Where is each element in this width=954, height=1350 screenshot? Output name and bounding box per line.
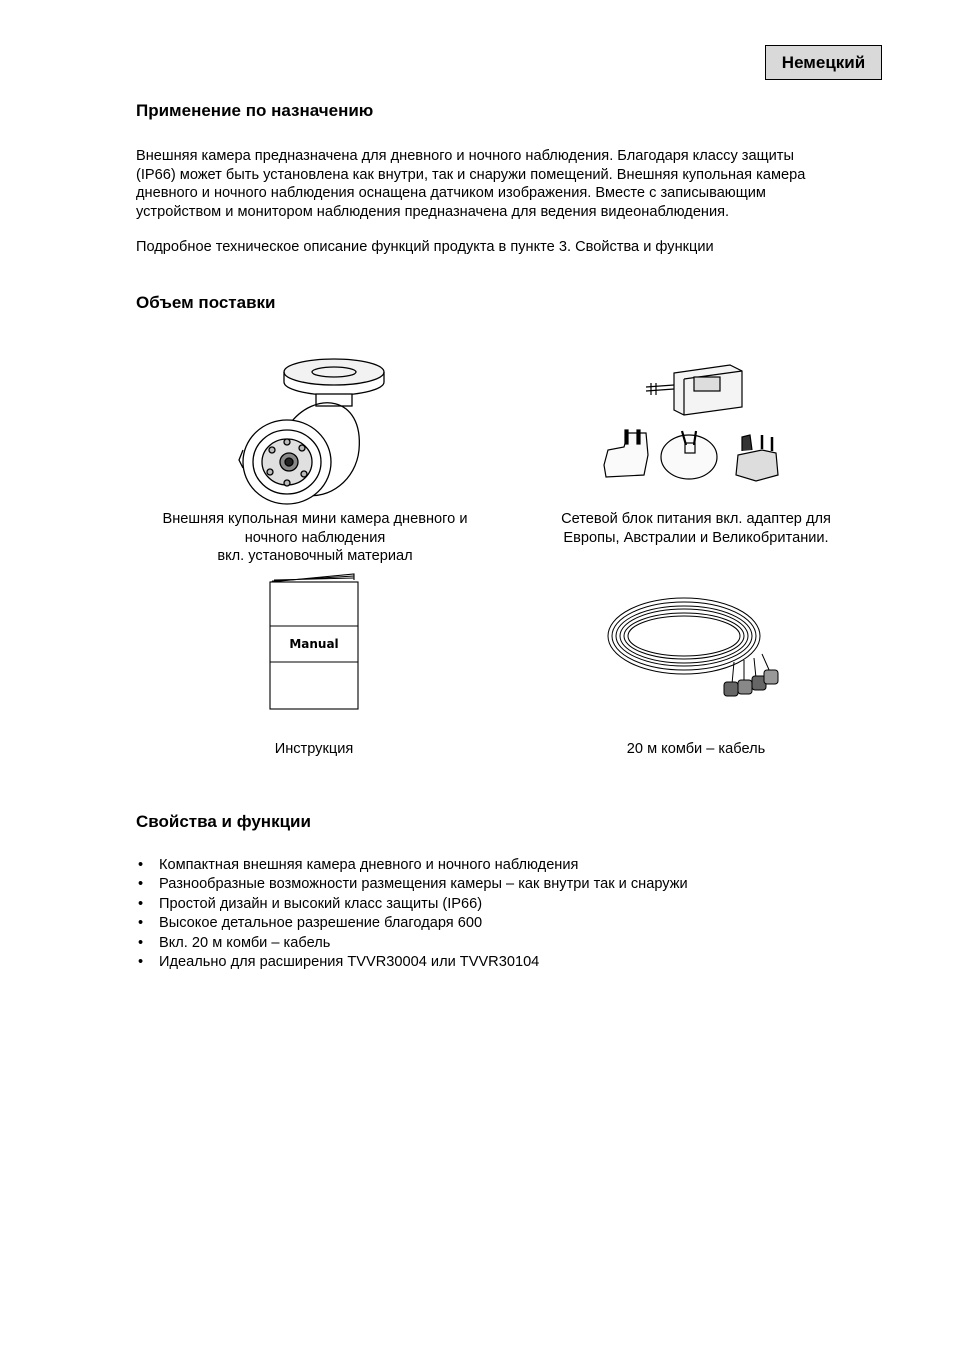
list-item: • Высокое детальное разрешение благодаря 600 xyxy=(136,914,688,933)
features-list xyxy=(136,856,688,972)
caption-line: Европы, Австралии и Великобритании. xyxy=(563,529,829,546)
intended-use-heading: Применение по назначению xyxy=(136,101,374,120)
intended-use-paragraph xyxy=(136,147,876,221)
scope-heading: Объем поставки xyxy=(136,293,276,312)
caption-line: 20 м комби – кабель xyxy=(626,741,766,757)
cable-caption xyxy=(590,740,802,759)
paragraph-line: (IP66) может быть установлена как внутри, так и снаружи помещений. Внешняя купольная камера xyxy=(136,166,806,183)
list-item: • Простой дизайн и высокий класс защиты (IP66) xyxy=(136,895,688,914)
power-supply-illustration xyxy=(596,355,806,490)
list-item: • Вкл. 20 м комби – кабель xyxy=(136,934,688,953)
details-reference: Подробное техническое описание функций продукта в пункте 3. Свойства и функции xyxy=(136,239,714,255)
camera-caption xyxy=(140,510,490,566)
paragraph-line: Внешняя камера предназначена для дневного и ночного наблюдения. Благодаря классу защиты xyxy=(136,148,794,164)
paragraph-line: устройством и монитором наблюдения предназначена для ведения видеонаблюдения. xyxy=(136,203,730,220)
list-item: • Идеально для расширения TVVR30004 или TVVR30104 xyxy=(136,953,688,972)
manual-label: Manual xyxy=(289,637,339,651)
caption-line: ночного наблюдения xyxy=(244,529,386,546)
caption-line: Внешняя купольная мини камера дневного и xyxy=(162,511,468,527)
power-supply-caption xyxy=(530,510,862,547)
bullet-camera-illustration xyxy=(234,350,394,508)
combi-cable-illustration xyxy=(604,592,794,704)
manual-caption xyxy=(226,740,402,759)
paragraph-line: дневного и ночного наблюдения оснащена датчиком изображения. Вместе с записывающим xyxy=(136,185,766,201)
features-heading: Свойства и функции xyxy=(136,812,311,831)
manual-illustration xyxy=(266,570,362,712)
caption-line: вкл. установочный материал xyxy=(217,548,413,564)
caption-line: Инструкция xyxy=(274,741,354,757)
caption-line: Сетевой блок питания вкл. адаптер для xyxy=(561,511,831,527)
language-badge: Немецкий xyxy=(765,45,882,80)
list-item: • Компактная внешняя камера дневного и ночного наблюдения xyxy=(136,856,688,875)
list-item: • Разнообразные возможности размещения камеры – как внутри так и снаружи xyxy=(136,875,688,894)
